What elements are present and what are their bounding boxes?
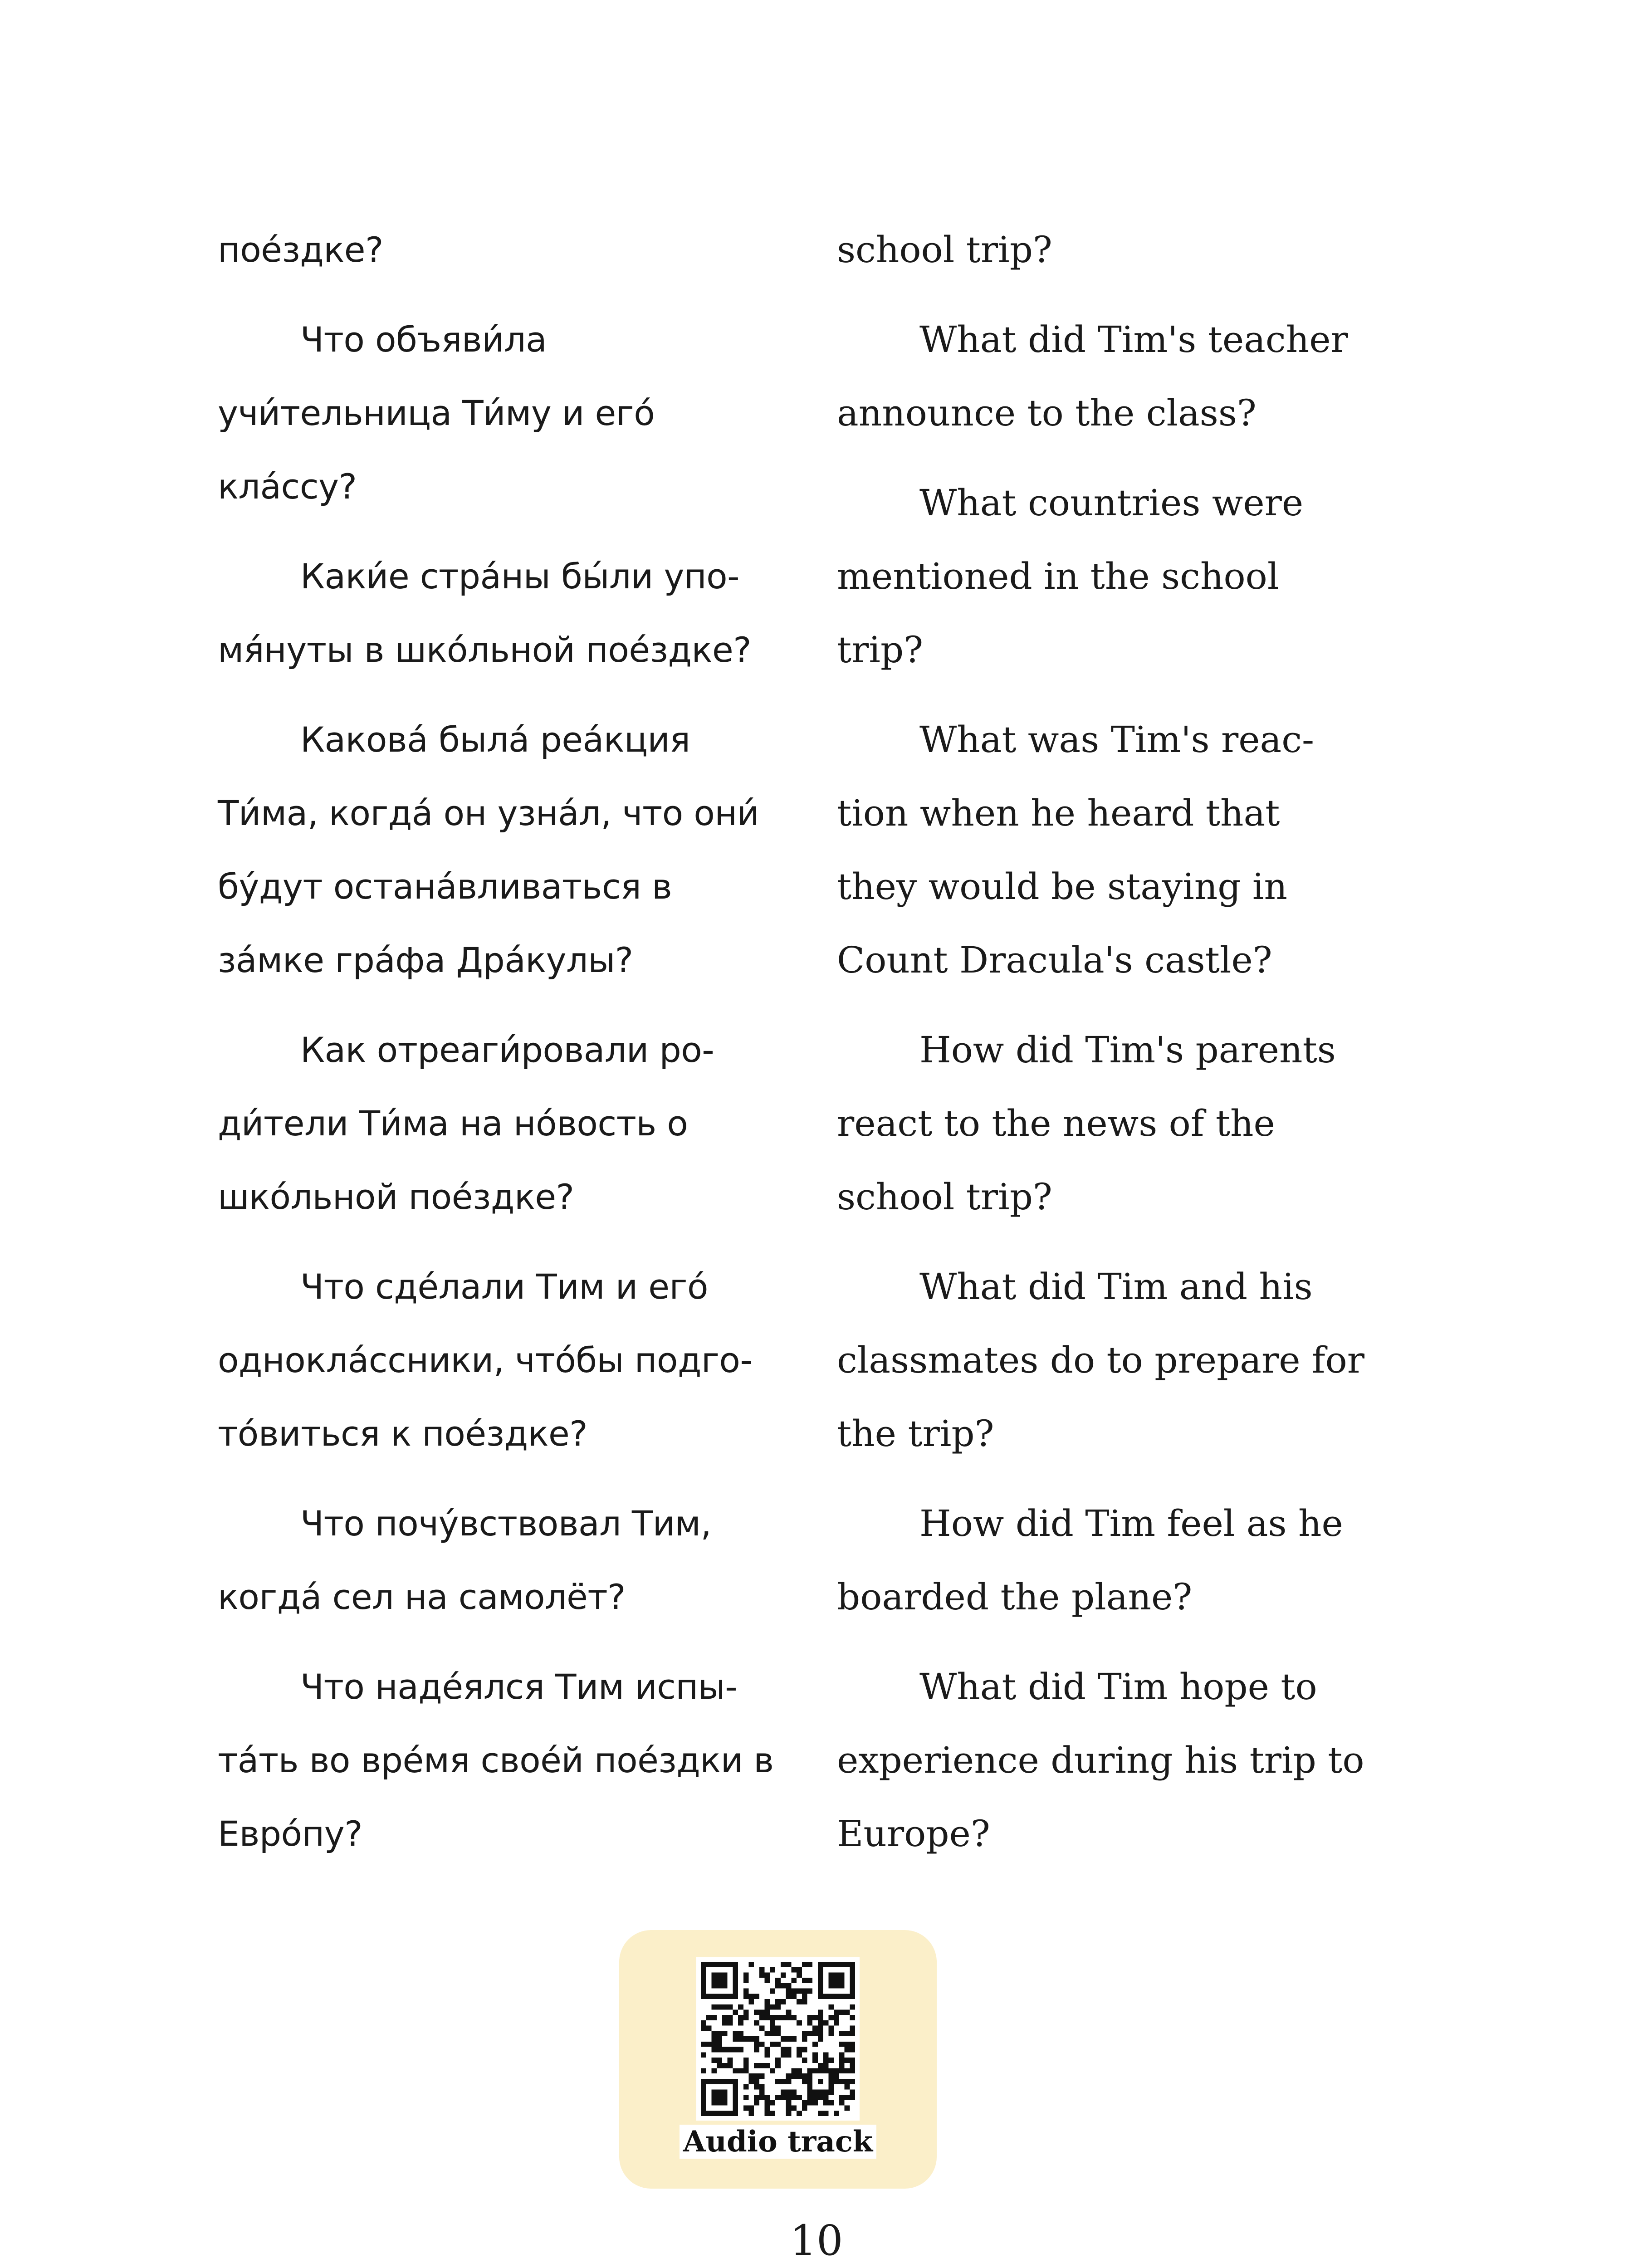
english-question bbox=[837, 1487, 1372, 1634]
english-question bbox=[837, 1650, 1372, 1871]
english-line: How did Tim's parents bbox=[919, 1029, 1336, 1071]
english-line: school trip? bbox=[837, 1176, 1052, 1218]
english-line: What did Tim's teacher bbox=[919, 318, 1348, 361]
russian-question bbox=[218, 213, 807, 287]
english-line: tion when he heard that bbox=[837, 792, 1280, 834]
english-line: What did Tim and his bbox=[919, 1266, 1313, 1308]
russian-question bbox=[218, 703, 807, 997]
russian-line: Каки́е стрáны бы́ли упо- bbox=[300, 556, 740, 596]
russian-question bbox=[218, 1013, 807, 1234]
russian-line: клáссу? bbox=[218, 466, 357, 507]
english-line: trip? bbox=[837, 629, 924, 671]
russian-line: тáть во врéмя своéй поéздки в bbox=[218, 1740, 774, 1780]
audio-track-label: Audio track bbox=[680, 2125, 876, 2159]
english-question bbox=[837, 466, 1372, 687]
russian-line: Что надéялся Тим испы- bbox=[300, 1667, 738, 1707]
russian-line: Ти́ма, когдá он узнáл, что они́ bbox=[218, 793, 759, 833]
english-question bbox=[837, 1250, 1372, 1471]
russian-question bbox=[218, 303, 807, 523]
english-question bbox=[837, 213, 1372, 287]
english-line: What countries were bbox=[919, 482, 1304, 524]
russian-question bbox=[218, 1250, 807, 1471]
russian-line: шкóльной поéздке? bbox=[218, 1177, 574, 1217]
russian-line: Что сдéлали Тим и егó bbox=[300, 1266, 708, 1307]
russian-line: зáмке грáфа Дрáкулы? bbox=[218, 940, 633, 980]
russian-line: одноклáссники, чтóбы подго- bbox=[218, 1340, 753, 1380]
russian-line: тóвиться к поéздке? bbox=[218, 1413, 588, 1454]
english-line: classmates do to prepare for bbox=[837, 1339, 1365, 1381]
russian-questions-column bbox=[218, 213, 807, 1887]
english-question bbox=[837, 303, 1372, 450]
russian-line: Как отреаги́ровали ро- bbox=[300, 1030, 714, 1070]
russian-line: учи́тельница Ти́му и егó bbox=[218, 393, 655, 433]
russian-line: Каковá былá реáкция bbox=[300, 719, 690, 760]
english-line: school trip? bbox=[837, 229, 1052, 271]
russian-line: Еврóпу? bbox=[218, 1813, 363, 1854]
russian-line: поéздке? bbox=[218, 230, 383, 270]
russian-question bbox=[218, 1650, 807, 1871]
english-line: mentioned in the school bbox=[837, 555, 1279, 597]
english-line: experience during his trip to bbox=[837, 1739, 1364, 1781]
russian-question bbox=[218, 540, 807, 687]
english-questions-column bbox=[837, 213, 1372, 1887]
english-line: What did Tim hope to bbox=[919, 1666, 1317, 1708]
english-line: How did Tim feel as he bbox=[919, 1502, 1343, 1545]
russian-line: бу́дут останáвливаться в bbox=[218, 866, 672, 907]
english-line: boarded the plane? bbox=[837, 1576, 1193, 1618]
english-question bbox=[837, 1013, 1372, 1234]
page-number: 10 bbox=[790, 2216, 843, 2265]
english-line: What was Tim's reac- bbox=[919, 719, 1315, 761]
english-line: announce to the class? bbox=[837, 392, 1257, 434]
audio-track-box[interactable] bbox=[619, 1930, 937, 2189]
english-line: the trip? bbox=[837, 1413, 994, 1455]
english-line: react to the news of the bbox=[837, 1102, 1275, 1144]
qr-code-icon[interactable] bbox=[696, 1957, 860, 2121]
english-line: Europe? bbox=[837, 1813, 990, 1855]
english-line: they would be staying in bbox=[837, 865, 1287, 908]
english-question bbox=[837, 703, 1372, 997]
russian-question bbox=[218, 1487, 807, 1634]
english-line: Count Dracula's castle? bbox=[837, 939, 1272, 981]
russian-line: мя́нуты в шкóльной поéздке? bbox=[218, 630, 752, 670]
russian-line: когдá сел на самолёт? bbox=[218, 1577, 626, 1617]
russian-line: ди́тели Ти́ма на нóвость о bbox=[218, 1103, 688, 1144]
russian-line: Что почу́вствовал Тим, bbox=[300, 1503, 712, 1544]
russian-line: Что объяви́ла bbox=[300, 319, 547, 360]
